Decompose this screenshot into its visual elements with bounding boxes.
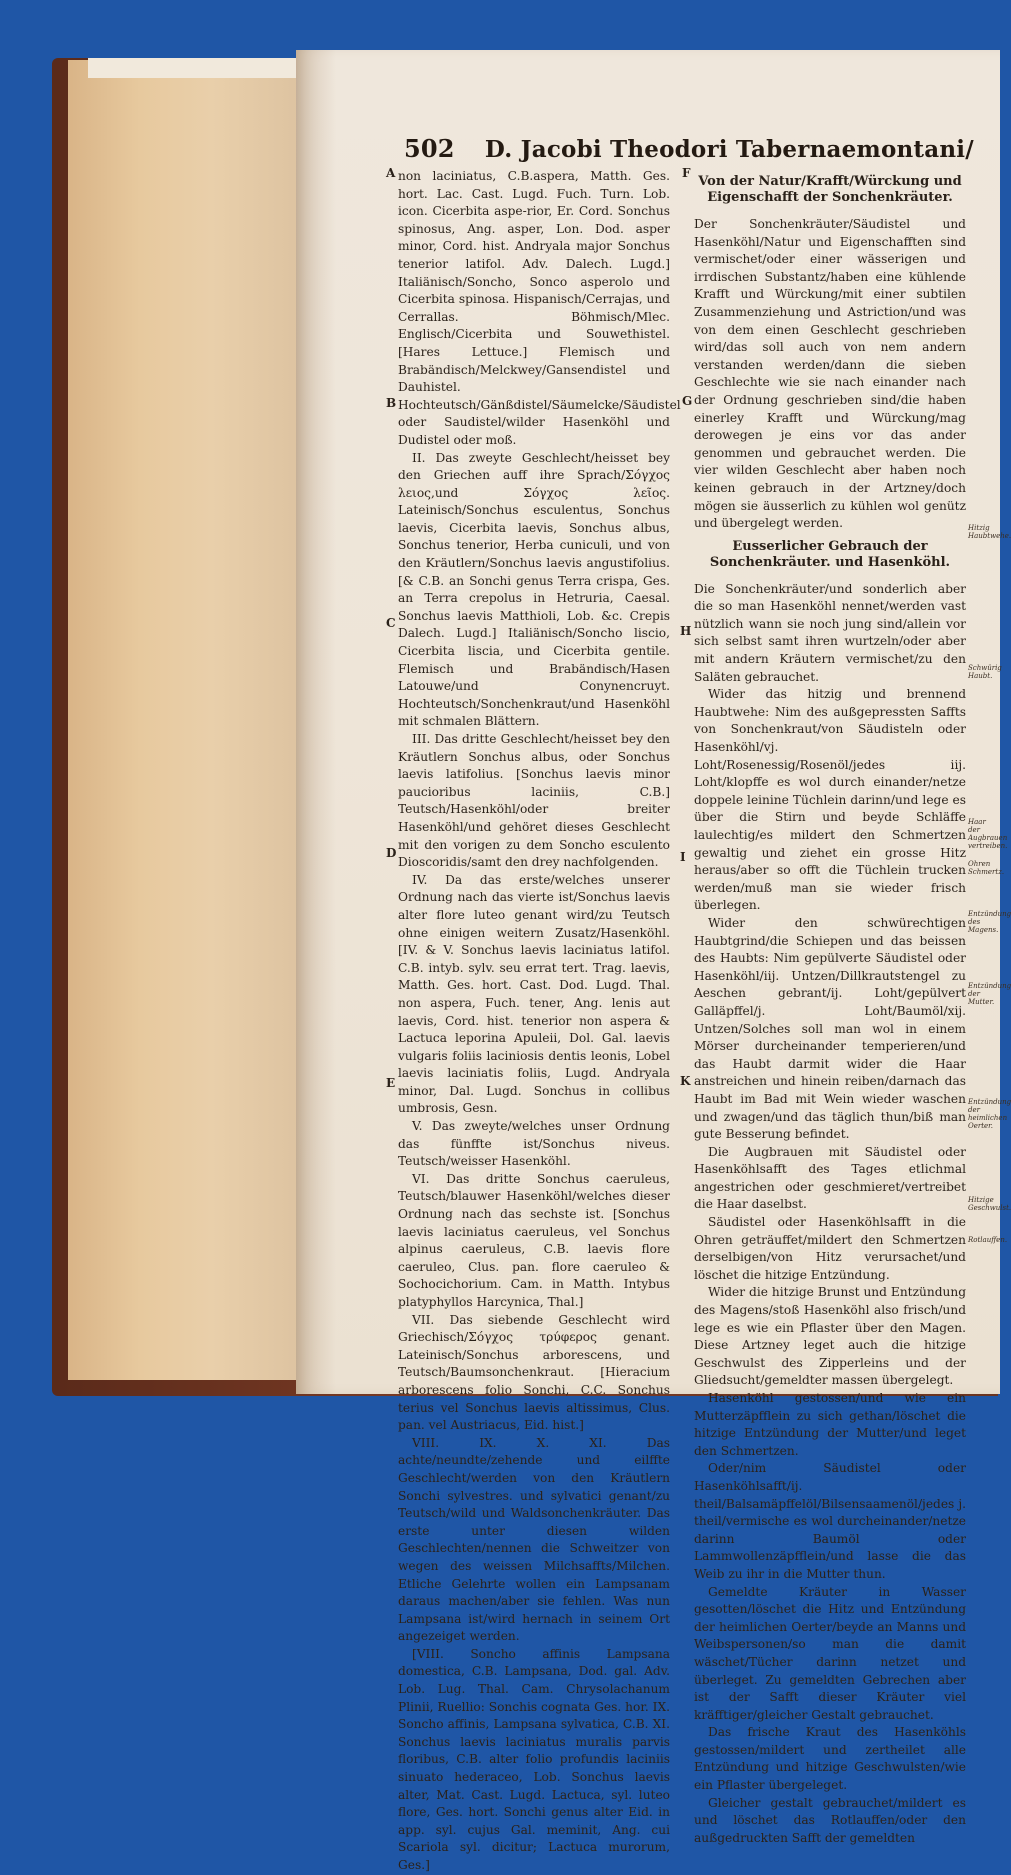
margin-letter-f: F (682, 166, 691, 180)
right-para-12: Gleicher gestalt gebrauchet/mildert es und löschet das Rotlauffen/oder den außgedruckten Safft der gemeldten (694, 1795, 966, 1845)
left-para-6: VI. Das dritte Sonchus caeruleus, Teutsch/blauwer Hasenköhl/welches dieser Ordnung nach das sechste ist. [Sonchus laevis laciniatus caeruleus, vel Sonchus alpinus caeruleus, C.B. laevis flore caeruleo, Clus. pan. flore caeruleo & Sochocichorium. Cam. in Matth. Intybus platyphyllos Harcynica, Thal.] (398, 1171, 670, 1309)
section-heading-use: Eusserlicher Gebrauch der Sonchenkräuter. und Hasenköhl. (709, 538, 951, 570)
side-note-7: Entzündung der heimlichen Oerter. (968, 1098, 1011, 1130)
side-note-6: Entzündung der Mutter. (968, 982, 1011, 1006)
right-para-7: Wider die hitzige Brunst und Entzündung des Magens/stoß Hasenköhl also frisch/und lege es wie ein Pflaster über den Magen. Diese Artzney leget auch die hitzige Geschwulst des Zipperleins und der Gliedsucht/gemeldter massen übergelegt. (694, 1285, 966, 1388)
page-number: 502 (404, 134, 455, 163)
margin-letter-e: E (386, 1076, 396, 1090)
right-column (694, 168, 966, 1847)
running-title: D. Jacobi Theodori Tabernaemontani/ (484, 136, 974, 163)
margin-letter-c: C (386, 616, 396, 630)
side-note-3: Haar der Augbrauen vertreiben. (968, 818, 1008, 850)
margin-letter-a: A (386, 166, 396, 180)
margin-letter-d: D (386, 846, 397, 860)
margin-letter-i: I (680, 850, 686, 864)
right-para-3: Wider das hitzig und brennend Haubtwehe: Nim des außgepressten Saffts von Sonchenkraut/von Säudisteln oder Hasenköhl/vj. Loht/Rosenessig/Rosenöl/jedes iij. Loht/klopffe es wol durch einander/netze doppele leinine Tüchlein darinn/und lege es über die Stirn und beyde Schläffe laulechtig/es mildert den Schmertzen gewaltig und ziehet ein grosse Hitz heraus/aber so offt die Tüchlein trucken werden/muß man sie wieder frisch überlegen. (694, 687, 966, 913)
side-note-4: Ohren Schmertz. (968, 860, 1005, 876)
page-stack-top (88, 58, 308, 78)
side-note-8: Hitzige Geschwulst. (968, 1196, 1011, 1212)
left-para-2: II. Das zweyte Geschlecht/heisset bey den Griechen auff ihre Sprach/Σόγχος λειος,und Σόγχος λεῖος. Lateinisch/Sonchus esculentus, Sonchus laevis, Cicerbita laevis, Sonchus albus, Sonchus tenerior, Herba cuniculi, und von den Kräutlern/Sonchus laevis angustifolius. [& C.B. an Sonchi genus Terra crispa, Ges. an Terra crepolus in Hetruria, Caesal. Sonchus laevis Matthioli, Lob. &c. Crepis Dalech. Lugd.] Italiänisch/Soncho liscio, Cicerbita liscia, und Cicerbita gentile. Flemisch und Brabändisch/Hasen Latouwe/und Conynencruyt. Hochteutsch/Sonchenkraut/und Hasenköhl mit schmalen Blättern. (398, 450, 670, 729)
side-note-5: Entzündung des Magens. (968, 910, 1011, 934)
left-para-8: VIII. IX. X. XI. Das achte/neundte/zehende und eilffte Geschlecht/werden von den Kräutlern Sonchi sylvestres. und sylvatici genant/zu Teutsch/wild und Waldsonchenkräuter. Das erste unter diesen wilden Geschlechten/nennen die Schweitzer von wegen des weissen Milchsaffts/Milchen. Etliche Gelehrte wollen ein Lampsanam daraus machen/aber sie fehlen. Was nun Lampsana ist/wird hernach in seinem Ort angezeiget werden. (398, 1435, 670, 1644)
left-para-3: III. Das dritte Geschlecht/heisset bey den Kräutlern Sonchus albus, oder Sonchus laevis latifolius. [Sonchus laevis minor paucioribus laciniis, C.B.] Teutsch/Hasenköhl/oder breiter Hasenköhl/und gehöret dieses Geschlecht mit den vorigen zu dem Soncho esculento Dioscoridis/samt den drey nachfolgenden. (398, 732, 670, 870)
right-para-8: Hasenköhl gestossen/und wie ein Mutterzäpfflein zu sich gethan/löschet die hitzige Entzündung der Mutter/und leget den Schmertzen. (694, 1391, 966, 1458)
page-stack-edge (68, 60, 308, 1380)
margin-letter-k: K (680, 1074, 691, 1088)
right-para-5: Die Augbrauen mit Säudistel oder Hasenköhlsafft des Tages etlichmal angestrichen oder geschmieret/vertreibet die Haar daselbst. (694, 1144, 966, 1212)
right-para-4: Wider den schwürechtigen Haubtgrind/die Schiepen und das beissen des Haubts: Nim gepülverte Säudistel oder Hasenköhl/iij. Untzen/Dillkrautstengel zu Aeschen gebrant/ij. Loht/gepülvert Galläpffel/j. Loht/Baumöl/xij. Untzen/Solches soll man wol in einem Mörser durcheinander temperieren/und das Haubt darmit wider die Haar anstreichen und hinein reiben/darnach das Haubt im Bad mit Wein wieder waschen und zwagen/und das täglich thun/biß man gute Besserung befindet. (694, 915, 966, 1142)
left-para-7: VII. Das siebende Geschlecht wird Griechisch/Σόγχος τρύφερος genant. Lateinisch/Sonchus arborescens, und Teutsch/Baumsonchenkraut. [Hieracium arborescens folio Sonchi, C.C. Sonchus terius vel Sonchus laevis altissimus, Clus. pan. vel Austriacus, Eid. hist.] (398, 1312, 670, 1433)
left-column (398, 168, 681, 1875)
side-note-2: Schwürig Haubt. (968, 664, 1002, 680)
left-para-9: [VIII. Soncho affinis Lampsana domestica, C.B. Lampsana, Dod. gal. Adv. Lob. Lug. Thal. Cam. Chrysolachanum Plinii, Ruellio: Sonchis cognata Ges. hor. IX. Soncho affinis, Lampsana sylvatica, C.B. XI. Sonchus laevis laciniatus muralis parvis floribus, C.B. alter folio profundis laciniis sinuato hederaceo, Lob. Sonchus laevis alter, Mat. Cast. Lugd. Lactuca, syl. luteo flore, Ges. hort. Sonchi genus alter Eid. in app. syl. cujus Gal. meminit, Ang. cui Scariola syl. dicitur; Lactuca murorum, Ges.] (398, 1646, 670, 1872)
right-para-1: Der Sonchenkräuter/Säudistel und Hasenköhl/Natur und Eigenschafften sind vermischet/oder einer wässerigen und irrdischen Substantz/haben eine kühlende Krafft und Würckung/mit einer subtilen Zusammenziehung und Astriction/und was von dem einen Geschlecht geschrieben wird/das soll auch von nem andern verstanden werden/dann die sieben Geschlechte wie sie nach einander nach der Ordnung geschrieben sind/die haben einerley Krafft und Würckung/mag derowegen je eins vor das ander genommen und gebrauchet werden. Die vier wilden Geschlecht aber haben noch keinen gebrauch in der Artzney/doch mögen sie äusserlich zu kühlen wol genütz und übergelegt werden. (694, 217, 966, 531)
section-heading-nature: Von der Natur/Krafft/Würckung und Eigenschafft der Sonchenkräuter. (698, 174, 962, 205)
right-para-6: Säudistel oder Hasenköhlsafft in die Ohren geträuffet/mildert den Schmertzen derselbigen/von Hitz verursachet/und löschet die hitzige Entzündung. (694, 1215, 966, 1282)
margin-letter-b: B (386, 396, 397, 410)
gutter-shadow (296, 50, 336, 1394)
right-para-2: Die Sonchenkräuter/und sonderlich aber die so man Hasenköhl nennet/werden vast nützlich wann sie noch jung sind/allein vor sich selbst samt ihren wurtzeln/oder aber mit andern Kräutern vermischet/zu den Saläten gebrauchet. (694, 581, 966, 684)
margin-letter-g: G (682, 394, 693, 408)
right-para-9: Oder/nim Säudistel oder Hasenköhlsafft/ij. theil/Balsamäpffelöl/Bilsensaamenöl/jedes j. theil/vermische es wol durcheinander/netze darinn Baumöl oder Lammwollenzäpfflein/und lasse die das Weib zu ihr in die Mutter thun. (694, 1461, 966, 1581)
running-header (404, 134, 984, 166)
margin-letter-h: H (680, 624, 692, 638)
left-para-4: IV. Da das erste/welches unserer Ordnung nach das vierte ist/Sonchus laevis alter flore luteo genant wird/zu Teutsch ohne einigen weitern Zusatz/Hasenköhl. [IV. & V. Sonchus laevis laciniatus latifol. C.B. intyb. sylv. seu errat tert. Trag. laevis, Matth. Ges. hort. Cast. Dod. Lugd. Thal. non aspera, Fuch. tener, Ang. lenis aut laevis, Cord. hist. tenerior non aspera & Lactuca leporina Apuleii, Dol. Gal. laevis vulgaris foliis laciniosis dentis leonis, Lobel laevis laciniatis foliis, Lugd. Andryala minor, Dal. Lugd. Sonchus in collibus umbrosis, Gesn. (398, 872, 670, 1116)
side-note-1: Hitzig Haubtwehe. (968, 524, 1011, 540)
right-para-11: Das frische Kraut des Hasenköhls gestossen/mildert und zertheilet alle Entzündung und hitzige Geschwulsten/wie ein Pflaster übergeleget. (694, 1725, 966, 1793)
left-para-5: V. Das zweyte/welches unser Ordnung das fünffte ist/Sonchus niveus. Teutsch/weisser Hasenköhl. (398, 1119, 670, 1169)
left-para-1: non laciniatus, C.B.aspera, Matth. Ges. hort. Lac. Cast. Lugd. Fuch. Turn. Lob. icon. Cicerbita aspe-rior, Er. Cord. Sonchus spinosus, Ang. asper, Lon. Dod. asper minor, Cord. hist. Andryala major Sonchus tenerior latifol. Adv. Dalech. Lugd.] Italiänisch/Soncho, Sonco asperolo und Cicerbita spinosa. Hispanisch/Cerrajas, und Cerrallas. Böhmisch/Mlec. Englisch/Cicerbita und Souwethistel. [Hares Lettuce.] Flemisch und Brabändisch/Melckwey/Gansendistel und Dauhistel. Hochteutsch/Gänßdistel/Säumelcke/Säudistel oder Saudistel/wilder Hasenköhl und Dudistel oder moß. (398, 169, 681, 447)
right-para-10: Gemeldte Kräuter in Wasser gesotten/löschet die Hitz und Entzündung der heimlichen Oerter/beyde an Manns und Weibspersonen/so man die damit wäschet/Tücher darinn netzet und überleget. Zu gemeldten Gebrechen aber ist der Safft dieser Kräuter viel kräfftiger/gleicher Gestalt gebrauchet. (694, 1584, 966, 1722)
side-note-9: Rotlauffen. (968, 1236, 1008, 1244)
